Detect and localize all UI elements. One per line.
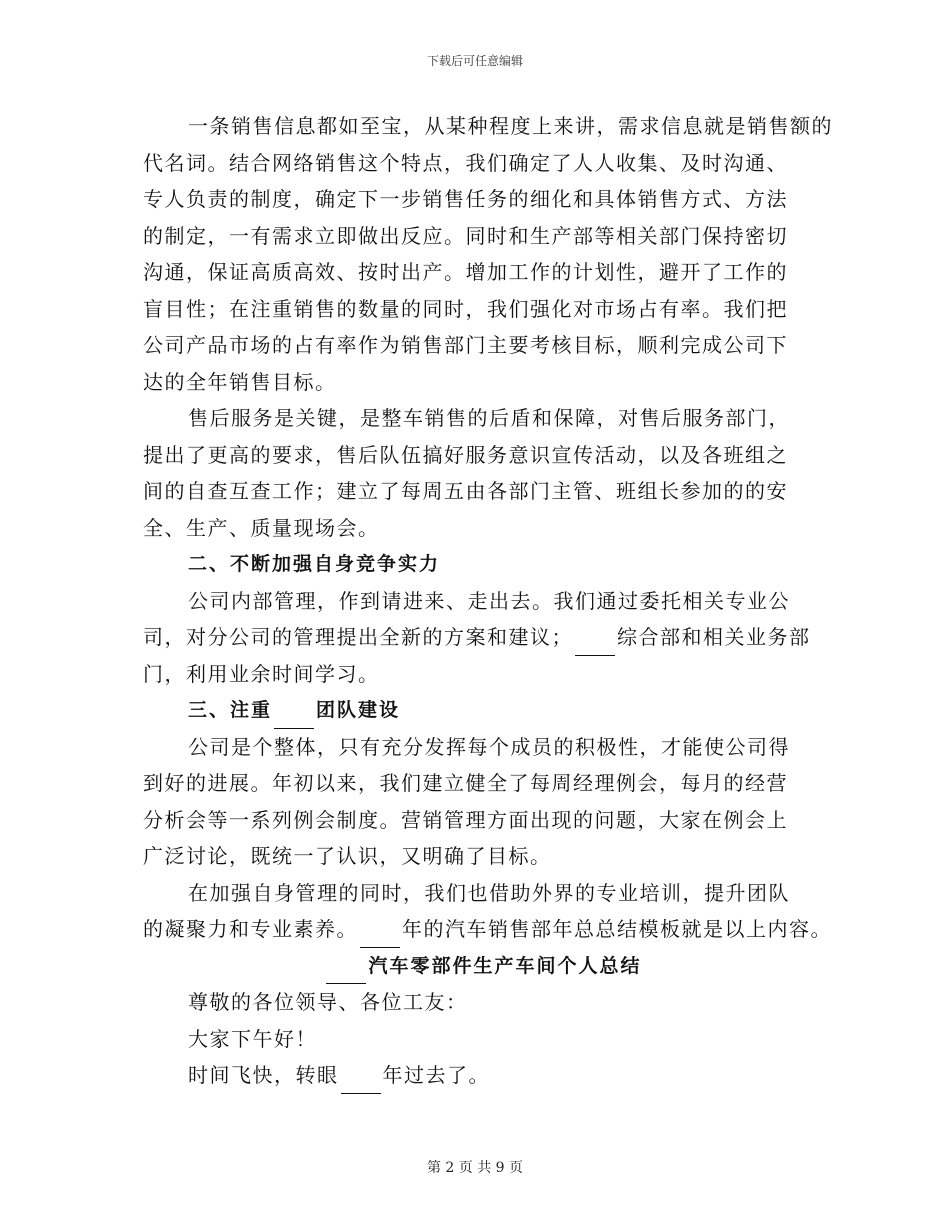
paragraph-line: 达的全年销售目标。 [143,369,337,394]
paragraph-line: 公司产品市场的占有率作为销售部门主要考核目标，顺利完成公司下 [143,333,788,357]
blank-underline [326,961,366,984]
blank-underline [360,925,400,948]
document-body [143,108,833,1094]
text-fragment: 司，对分公司的管理提出全新的方案和建议； [143,625,573,649]
paragraph-training-line [143,911,832,948]
text-fragment: 年过去了。 [382,1063,490,1087]
paragraph-line: 到好的进展。年初以来，我们建立健全了每周经理例会，每月的经营 [143,771,788,795]
greeting-line: 尊敬的各位领导、各位工友： [188,990,468,1014]
greeting-line: 大家下午好！ [188,1026,317,1051]
paragraph-line: 公司是个整体，只有充分发挥每个成员的积极性，才能使公司得 [188,734,790,759]
page-number: 第 2 页 共 9 页 [426,1160,524,1176]
blank-underline [274,706,314,729]
text-fragment: 的凝聚力和专业素养。 [143,917,358,941]
paragraph-sales-info [143,108,833,400]
heading-fragment: 团队建设 [316,699,401,721]
paragraph-line: 提出了更高的要求，售后队伍搞好服务意识宣传活动，以及各班组之 [143,442,788,467]
paragraph-line: 间的自查互查工作；建立了每周五由各部门主管、班组长参加的的安 [143,479,788,503]
text-fragment: 年的汽车销售部年总总结模板就是以上内容。 [402,917,832,941]
paragraph-line: 代名词。结合网络销售这个特点，我们确定了人人收集、及时沟通、 [143,150,788,175]
paragraph-training-line: 在加强自身管理的同时，我们也借助外界的专业培训，提升团队 [188,880,790,905]
heading-fragment: 三、注重 [188,699,273,721]
paragraph-after-sales [143,400,823,546]
text-fragment: 综合部和相关业务部 [617,625,811,649]
header-note: 下载后可任意编辑 [426,54,523,68]
paragraph-internal-mgmt-line: 门，利用业余时间学习。 [143,661,380,686]
paragraph-team-building [143,729,823,875]
section-heading-3 [143,692,823,729]
blank-underline [575,633,615,656]
paragraph-line: 盲目性；在注重销售的数量的同时，我们强化对市场占有率。我们把 [143,296,788,321]
paragraph-internal-mgmt-line [143,619,823,656]
paragraph-line: 分析会等一系列例会制度。营销管理方面出现的问题，大家在例会上 [143,807,788,832]
section-heading-2: 二、不断加强自身竞争实力 [188,553,441,575]
paragraph-line: 售后服务是关键，是整车销售的后盾和保障，对售后服务部门， [188,406,790,430]
blank-underline [341,1071,381,1094]
paragraph-line: 全、生产、质量现场会。 [143,515,380,540]
document-title-2 [143,948,823,985]
paragraph-line: 广泛讨论，既统一了认识，又明确了目标。 [143,844,552,868]
opening-line [143,1057,823,1094]
paragraph-line: 专人负责的制度，确定下一步销售任务的细化和具体销售方式、方法 [143,187,788,211]
title-text: 汽车零部件生产车间个人总结 [368,954,642,977]
text-fragment: 时间飞快，转眼 [188,1063,339,1087]
paragraph-internal-mgmt-line: 公司内部管理，作到请进来、走出去。我们通过委托相关专业公 [188,588,790,613]
paragraph-line: 沟通，保证高质高效、按时出产。增加工作的计划性，避开了工作的 [143,260,788,284]
paragraph-line: 一条销售信息都如至宝，从某种程度上来讲，需求信息就是销售额的 [188,114,833,138]
paragraph-line: 的制定，一有需求立即做出反应。同时和生产部等相关部门保持密切 [143,223,788,248]
